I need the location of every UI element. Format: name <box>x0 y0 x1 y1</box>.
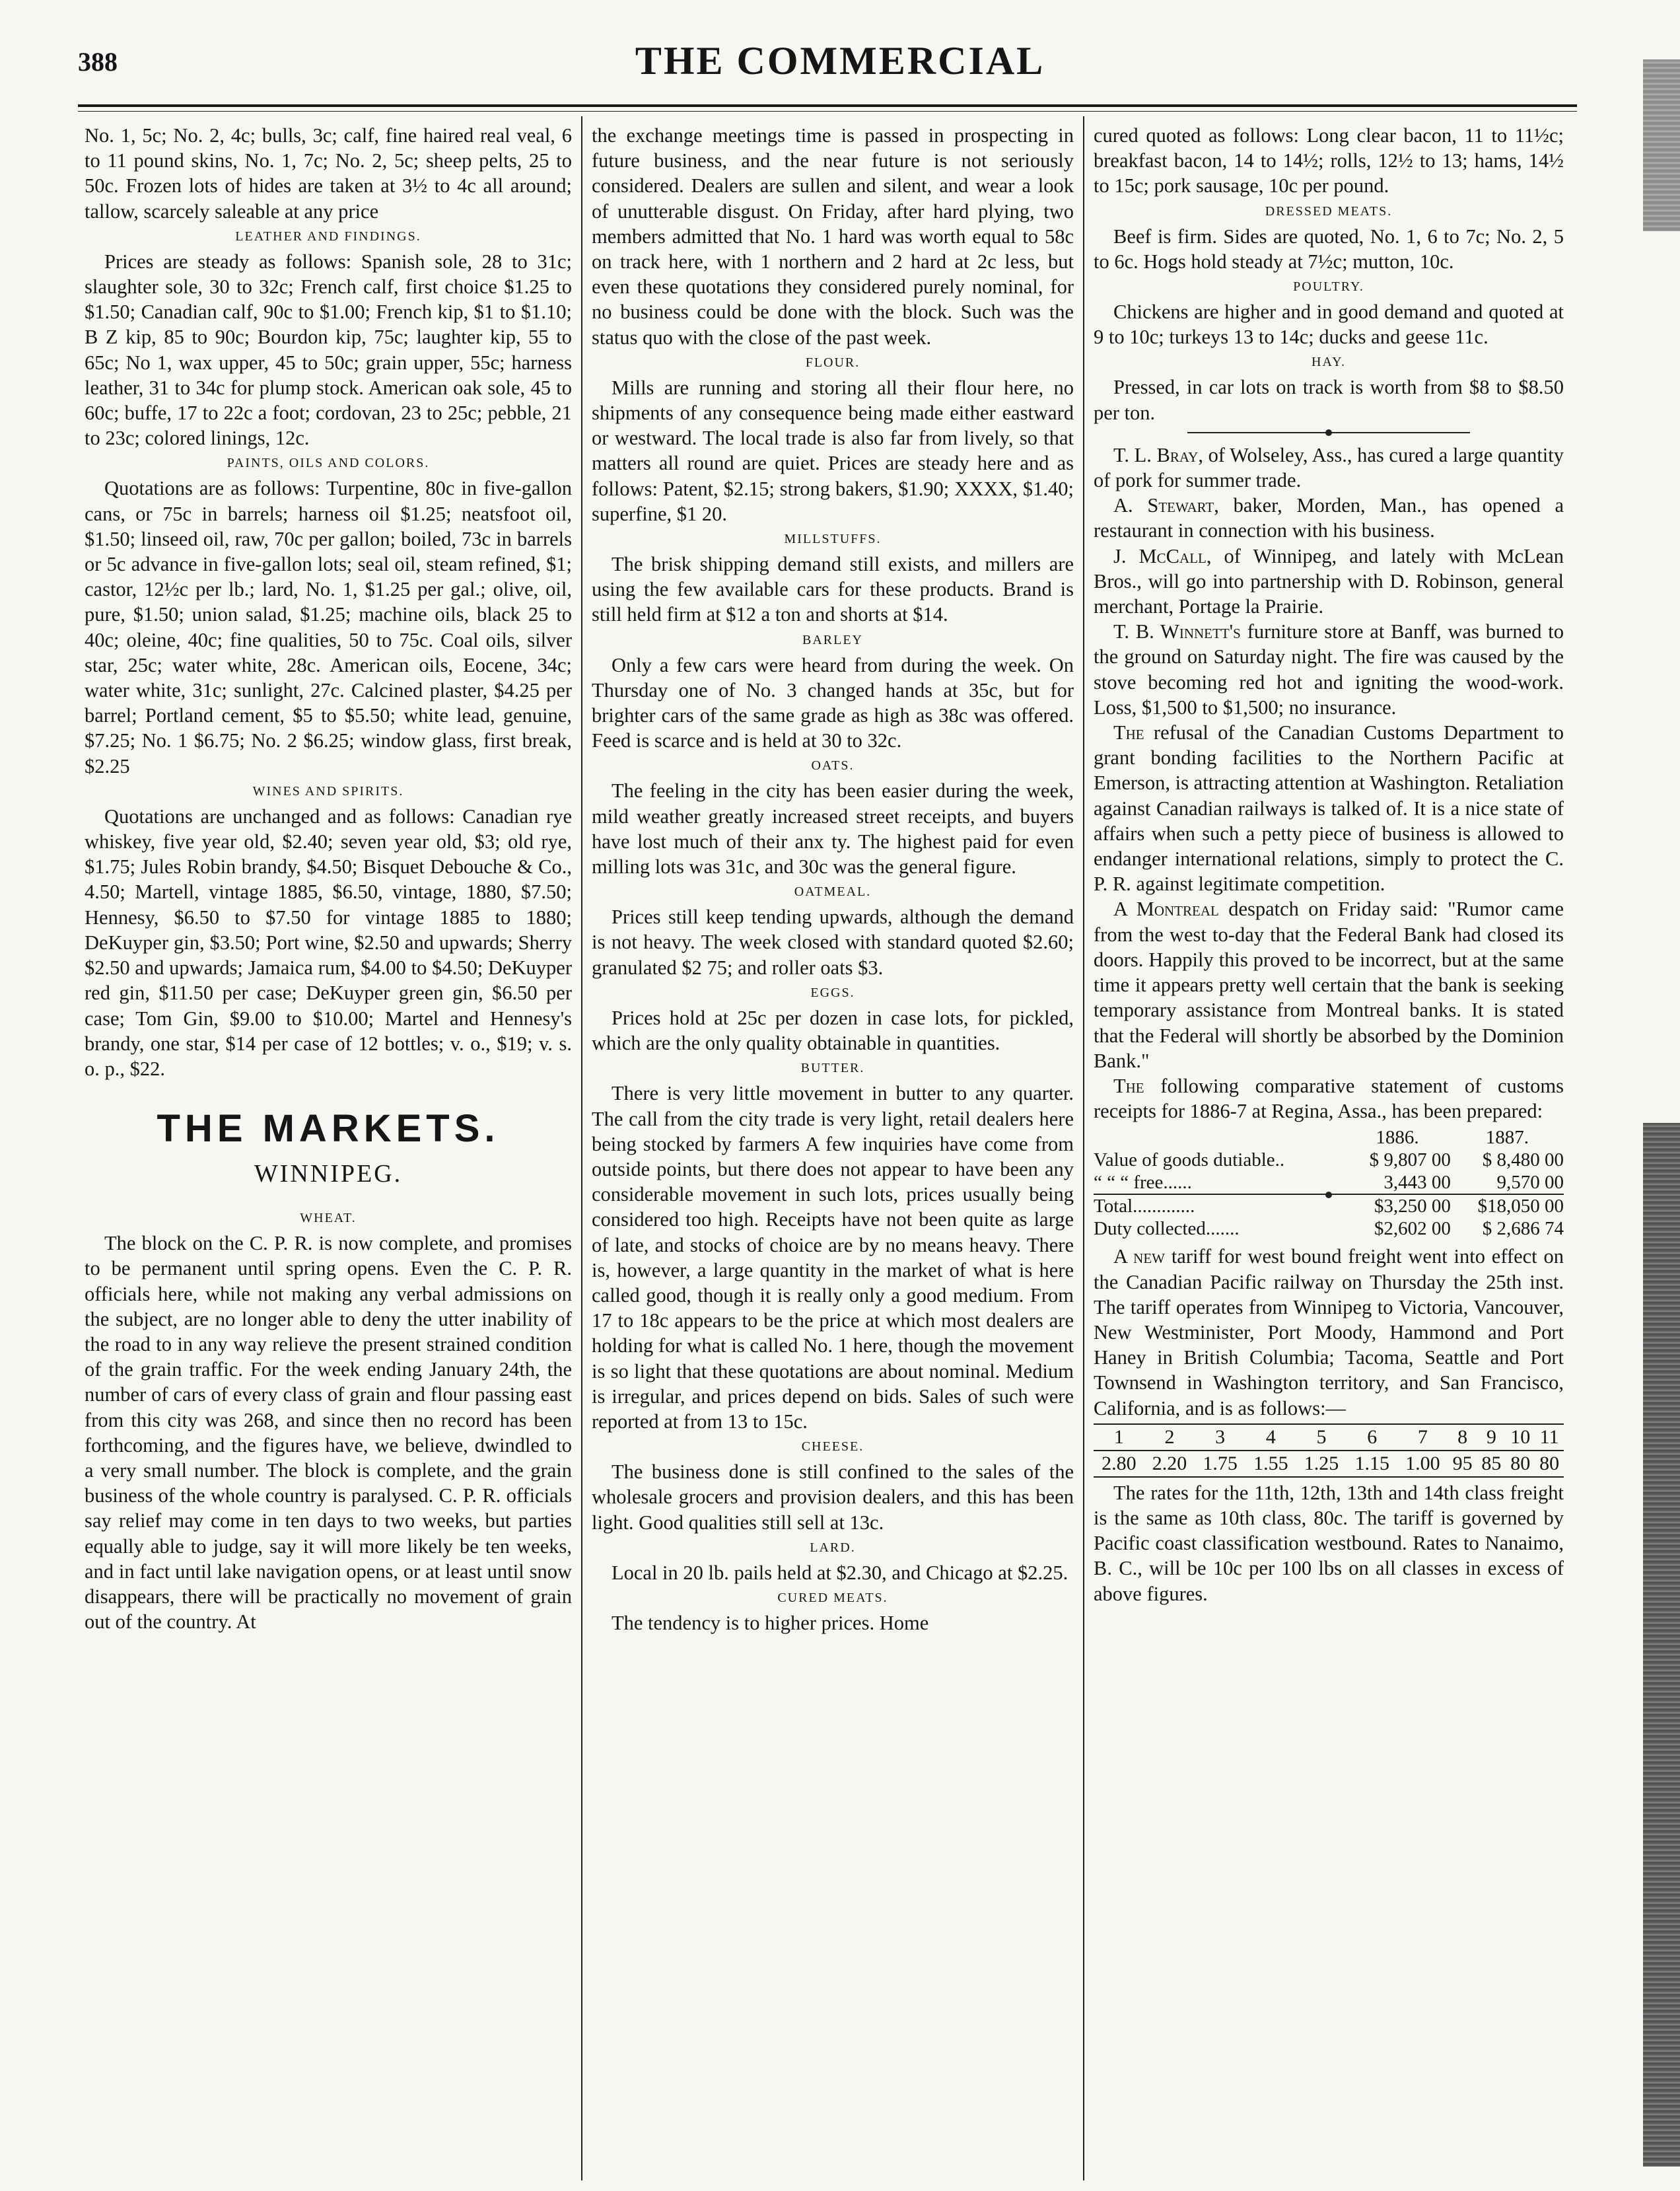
news-item <box>1094 493 1564 543</box>
rate-class: 1 <box>1094 1424 1144 1451</box>
scan-edge-mark <box>1643 1123 1680 2167</box>
customs-row-label: “ “ “ free...... <box>1094 1172 1192 1194</box>
rate-class: 7 <box>1397 1424 1448 1451</box>
section-head-wheat: WHEAT. <box>300 1211 357 1226</box>
news-item-text: , baker, Morden, Man., has opened a restaurant in connection with his business. <box>1094 494 1564 542</box>
oats-paragraph: The feeling in the city has been easier during the week, mild weather greatly increased street receipts, and buyers have lost much of their anx ty. The highest paid for even milling lots was 31c, and 30c was the general figure. <box>592 779 1074 879</box>
rate-value: 2.20 <box>1144 1451 1195 1477</box>
customs-value: $18,050 00 <box>1451 1194 1564 1217</box>
barley-paragraph: Only a few cars were heard from during the week. On Thursday one of No. 3 changed hands at 35c, but for brighter cars of the same grade as high as 38c was offered. Feed is scarce and is held at 30 to 32c. <box>592 653 1074 752</box>
rates-value-row <box>1094 1451 1564 1477</box>
section-head-barley: BARLEY <box>802 632 863 647</box>
rate-class: 6 <box>1347 1424 1397 1451</box>
header-rule <box>78 104 1577 107</box>
section-separator <box>1187 432 1469 433</box>
column-divider-1 <box>581 116 582 2180</box>
rate-value: 1.75 <box>1195 1451 1245 1477</box>
rate-value: 80 <box>1535 1451 1564 1477</box>
news-item <box>1094 720 1564 896</box>
rate-class: 2 <box>1144 1424 1195 1451</box>
news-item <box>1094 619 1564 720</box>
rate-class: 8 <box>1448 1424 1477 1451</box>
customs-row-label: Value of goods dutiable.. <box>1094 1149 1285 1171</box>
customs-value: $2,602 00 <box>1374 1218 1451 1240</box>
section-head-hay: HAY. <box>1312 355 1346 370</box>
news-item-name: A Montreal <box>1113 898 1219 921</box>
customs-value: 3,443 00 <box>1383 1172 1451 1194</box>
masthead-title: THE COMMERCIAL <box>635 39 1045 83</box>
section-head-butter: BUTTER. <box>800 1061 865 1076</box>
rate-value: 85 <box>1477 1451 1506 1477</box>
rate-class: 10 <box>1506 1424 1535 1451</box>
table-row <box>1094 1149 1564 1171</box>
section-head-eggs: EGGS. <box>810 985 855 1000</box>
news-item-name: T. L. Bray <box>1113 443 1199 466</box>
markets-title: THE MARKETS. <box>157 1107 500 1151</box>
section-head-wines: WINES AND SPIRITS. <box>252 783 404 799</box>
rate-value: 1.15 <box>1347 1451 1397 1477</box>
news-item-text: furniture store at Banff, was burned to the ground on Saturday night. The fire was caused by the stove becoming red hot and igniting the wood-work. Loss, $1,500 to $1,500; no insurance. <box>1094 620 1564 719</box>
rates-class-row <box>1094 1424 1564 1451</box>
section-head-dressed-meats: DRESSED MEATS. <box>1265 203 1393 219</box>
rate-value: 2.80 <box>1094 1451 1144 1477</box>
section-head-oats: OATS. <box>811 758 855 773</box>
section-head-cured-meats: CURED MEATS. <box>777 1590 888 1605</box>
tariff-paragraph <box>1094 1244 1564 1420</box>
news-item-text: despatch on Friday said: "Rumor came from the west to-day that the Federal Bank had closed its doors. Happily this proved to be incorrect, but at the same time it appears pretty well certain that the bank is seeking temporary assistance from Montreal banks. It is stated that the Federal will shortly be absorbed by the Dominion Bank." <box>1094 898 1564 1072</box>
customs-year-1887: 1887. <box>1485 1127 1529 1149</box>
leather-paragraph: Prices are steady as follows: Spanish sole, 28 to 31c; slaughter sole, 30 to 32c; French calf, first choice $1.25 to $1.50; Canadian calf, 90c to $1.00; French kip, $1 to $1.10; B Z kip, 85 to 90c; Bourdon kip, 75c; laughter kip, 55 to 65c; No 1, wax upper, 45 to 50c; grain upper, 55c; harness leather, 31 to 34c for plump stock. American oak sole, 45 to 60c; buffe, 17 to 22c a foot; cordovan, 23 to 25c; pebble, 21 to 23c; colored linings, 12c. <box>85 250 572 450</box>
header-rule-thin <box>78 111 1577 112</box>
paints-paragraph: Quotations are as follows: Turpentine, 80c in five-gallon cans, or 75c in barrels; harness oil $1.25; neatsfoot oil, $1.50; linseed oil, raw, 70c per gallon; boiled, 73c in barrels or 5c advance in five-gallon lots; seal oil, steam refined, $1; castor, 12½c per lb.; lard, No. 1, $1.25 per gal.; olive, oil, pure, $1.50; union salad, $1.25; machine oils, black 25 to 40c; oleine, 40c; fine qualities, 50 to 75c. Coal oils, silver star, 25c; water white, 28c. American oils, Eocene, 34c; water white, 31c; sunlight, 27c. Calcined plaster, $4.25 per barrel; Portland cement, $5 to $5.50; white lead, genuine, $7.25; No. 1 $6.75; No. 2 $6.25; window glass, first break, $2.25 <box>85 477 572 777</box>
column-1 <box>85 123 572 1634</box>
wheat-paragraph: The block on the C. P. R. is now complete, and promises to be permanent until spring opens. Even the C. P. R. officials here, while not making any verbal admissions on the subject, are no longer able to deny the utter inability of the road to in any way relieve the present strained condition of the grain traffic. For the week ending January 24th, the number of cars of every class of grain and flour passing east from this city was 268, and since then no record has been forthcoming, and the figures have, we believe, dwindled to a very small number. The block is complete, and the grain business of the whole country is paralysed. C. P. R. officials say relief may come in ten days to two weeks, but parties equally able to judge, say it will more likely be ten weeks, and in fact until lake navigation opens, or at least until snow disappears, there will be practically no movement of grain out of the country. At <box>85 1232 572 1634</box>
tariff-lead: A new <box>1113 1245 1165 1268</box>
column-divider-2 <box>1083 116 1084 2180</box>
news-item-name: J. McCall <box>1113 544 1207 567</box>
news-item-name: The <box>1113 1074 1144 1097</box>
section-head-poultry: POULTRY. <box>1293 279 1364 295</box>
news-item <box>1094 443 1564 493</box>
rate-class: 9 <box>1477 1424 1506 1451</box>
section-head-leather: LEATHER AND FINDINGS. <box>235 229 421 244</box>
butter-paragraph: There is very little movement in butter to any quarter. The call from the city trade is very light, retail dealers here being stocked by farmers A few inquiries have come from outside points, but there does not appear to have been any considerable movement in such lots, prices usually being considered too high. Receipts have not been quite as large of late, and stocks of choice are by no means heavy. There is, however, a large quantity in the market of what is here called good, though it is really only a good medium. From 17 to 18c appears to be the price at which most dealers are holding for what is called No. 1 here, though the movement is so light that these quotations are about nominal. Medium is irregular, and prices depend on bids. Sales of such were reported at from 13 to 15c. <box>592 1082 1074 1433</box>
column-3 <box>1094 123 1564 1606</box>
customs-table <box>1094 1126 1564 1240</box>
rate-class: 5 <box>1296 1424 1347 1451</box>
rate-class: 11 <box>1535 1424 1564 1451</box>
cured-meats-continued: cured quoted as follows: Long clear bacon, 11 to 11½c; breakfast bacon, 14 to 14½; rolls, 12½ to 13; hams, 14½ to 15c; pork sausage, 10c per pound. <box>1094 124 1564 198</box>
section-head-millstuffs: MILLSTUFFS. <box>784 532 882 547</box>
wines-paragraph: Quotations are unchanged and as follows: Canadian rye whiskey, five year old, $2.40; seven year old, $3; old rye, $1.75; Jules Robin brandy, $4.50; Bisquet Debouche & Co., 4.50; Martell, vintage 1885, $6.50, vintage, 1880, $7.50; Hennesy, $6.50 to $7.50 for vintage 1885 to 1880; DeKuyper gin, $3.50; Port wine, $2.50 and upwards; Sherry $2.50 and upwards; Jamaica rum, $4.00 to $4.50; DeKuyper red gin, $11.50 per case; DeKuyper green gin, $6.50 per case; Tom Gin, $9.00 to $10.00; Martel and Hennesy's brandy, one star, $14 per case of 12 bottles; v. o., $19; v. s. o. p., $22. <box>85 805 572 1080</box>
news-item-text: refusal of the Canadian Customs Department to grant bonding facilities to the Northern Pacific at Emerson, is attracting attention at Washington. Retaliation against Canadian railways is talked of. It is a nice state of affairs when such a petty piece of business is allowed to endanger international relations, simply to protect the C. P. R. against legitimate competition. <box>1094 721 1564 896</box>
section-head-oatmeal: OATMEAL. <box>794 884 872 900</box>
news-item-name: A. Stewart <box>1113 494 1214 517</box>
eggs-paragraph: Prices hold at 25c per dozen in case lots, for pickled, which are the only quality obtainable in quantities. <box>592 1006 1074 1055</box>
customs-value: $ 2,686 74 <box>1482 1218 1564 1240</box>
news-item-name: T. B. Winnett's <box>1113 620 1241 643</box>
news-item-text: , of Winnipeg, and lately with McLean Bros., will go into partnership with D. Robinson, general merchant, Portage la Prairie. <box>1094 544 1564 618</box>
flour-paragraph: Mills are running and storing all their flour here, no shipments of any consequence being made either eastward or westward. The local trade is also far from lively, so that matters all round are quiet. Prices are steady here and as follows: Patent, $2.15; strong bakers, $1.90; XXXX, $1.40; superfine, $1 20. <box>592 376 1074 525</box>
news-item <box>1094 1073 1564 1124</box>
table-row <box>1094 1194 1564 1217</box>
table-row <box>1094 1171 1564 1194</box>
column-2 <box>592 123 1074 1635</box>
rate-value: 1.00 <box>1397 1451 1448 1477</box>
customs-duty-label: Duty collected....... <box>1094 1218 1240 1240</box>
city-heading: WINNIPEG. <box>254 1160 403 1188</box>
news-item <box>1094 544 1564 620</box>
table-row <box>1094 1217 1564 1240</box>
customs-value: $3,250 00 <box>1344 1194 1451 1217</box>
news-item-name: The <box>1113 721 1144 744</box>
scan-edge-mark <box>1643 59 1680 231</box>
hides-paragraph: No. 1, 5c; No. 2, 4c; bulls, 3c; calf, fine haired real veal, 6 to 11 pound skins, No. 1, 7c; No. 2, 5c; sheep pelts, 25 to 50c. Frozen lots of hides are taken at 3½ to 4c all around; tallow, scarcely saleable at any price <box>85 124 572 223</box>
rate-class: 3 <box>1195 1424 1245 1451</box>
news-item <box>1094 896 1564 1073</box>
rate-value: 1.25 <box>1296 1451 1347 1477</box>
wheat-continued: the exchange meetings time is passed in prospecting in future business, and the near future is not seriously considered. Dealers are sullen and silent, and wear a look of unutterable disgust. On Friday, after hard plying, two members admitted that No. 1 hard was worth equal to 58c on track here, with 1 northern and 2 hard at 2c less, but even these quotations they considered purely nominal, for no business could be done with the block. Such was the status quo with the close of the past week. <box>592 124 1074 349</box>
rate-class: 4 <box>1245 1424 1296 1451</box>
rate-value: 1.55 <box>1245 1451 1296 1477</box>
section-head-paints: PAINTS, OILS AND COLORS. <box>227 456 430 471</box>
cured-meats-paragraph: The tendency is to higher prices. Home <box>612 1611 929 1634</box>
customs-total-label: Total............. <box>1094 1194 1344 1217</box>
rate-value: 80 <box>1506 1451 1535 1477</box>
customs-value: $ 9,807 00 <box>1369 1149 1451 1171</box>
news-item-text: following comparative statement of customs receipts for 1886-7 at Regina, Assa., has been prepared: <box>1094 1074 1564 1123</box>
cheese-paragraph: The business done is still confined to the sales of the wholesale grocers and provision dealers, and this has been light. Good qualities still sell at 13c. <box>592 1460 1074 1534</box>
customs-value: 9,570 00 <box>1496 1172 1564 1194</box>
customs-value: $ 8,480 00 <box>1482 1149 1564 1171</box>
news-item-text: , of Wolseley, Ass., has cured a large quantity of pork for summer trade. <box>1094 443 1564 492</box>
lard-paragraph: Local in 20 lb. pails held at $2.30, and Chicago at $2.25. <box>612 1561 1068 1584</box>
section-head-flour: FLOUR. <box>805 355 860 370</box>
millstuffs-paragraph: The brisk shipping demand still exists, and millers are using the few available cars for these products. Brand is still held firm at $12 a ton and shorts at $14. <box>592 553 1074 626</box>
page-number: 388 <box>78 47 118 77</box>
dressed-meats-paragraph: Beef is firm. Sides are quoted, No. 1, 6 to 7c; No. 2, 5 to 6c. Hogs hold steady at 7½c; mutton, 10c. <box>1094 225 1564 273</box>
customs-year-1886: 1886. <box>1376 1127 1419 1149</box>
tariff-text: tariff for west bound freight went into effect on the Canadian Pacific railway on Thursday the 25th inst. The tariff operates from Winnipeg to Victoria, Vancouver, New Westminister, Port Moody, Hammond and Port Haney in British Columbia; Tacoma, Seattle and Port Townsend in Washington territory, and San Francisco, California, and is as follows:— <box>1094 1245 1564 1419</box>
poultry-paragraph: Chickens are higher and in good demand and quoted at 9 to 10c; turkeys 13 to 14c; ducks and geese 11c. <box>1094 301 1564 349</box>
oatmeal-paragraph: Prices still keep tending upwards, although the demand is not heavy. The week closed with standard quoted $2.60; granulated $2 75; and roller oats $3. <box>592 906 1074 979</box>
rate-value: 95 <box>1448 1451 1477 1477</box>
hay-paragraph: Pressed, in car lots on track is worth from $8 to $8.50 per ton. <box>1094 376 1564 424</box>
section-head-lard: LARD. <box>810 1540 856 1555</box>
rates-table <box>1094 1423 1564 1478</box>
section-head-cheese: CHEESE. <box>801 1439 864 1455</box>
rates-note-paragraph: The rates for the 11th, 12th, 13th and 14th class freight is the same as 10th class, 80c. The tariff is governed by Pacific coast classification westbound. Rates to Nanaimo, B. C., will be 10c per 100 lbs on all classes in excess of above figures. <box>1094 1481 1564 1605</box>
